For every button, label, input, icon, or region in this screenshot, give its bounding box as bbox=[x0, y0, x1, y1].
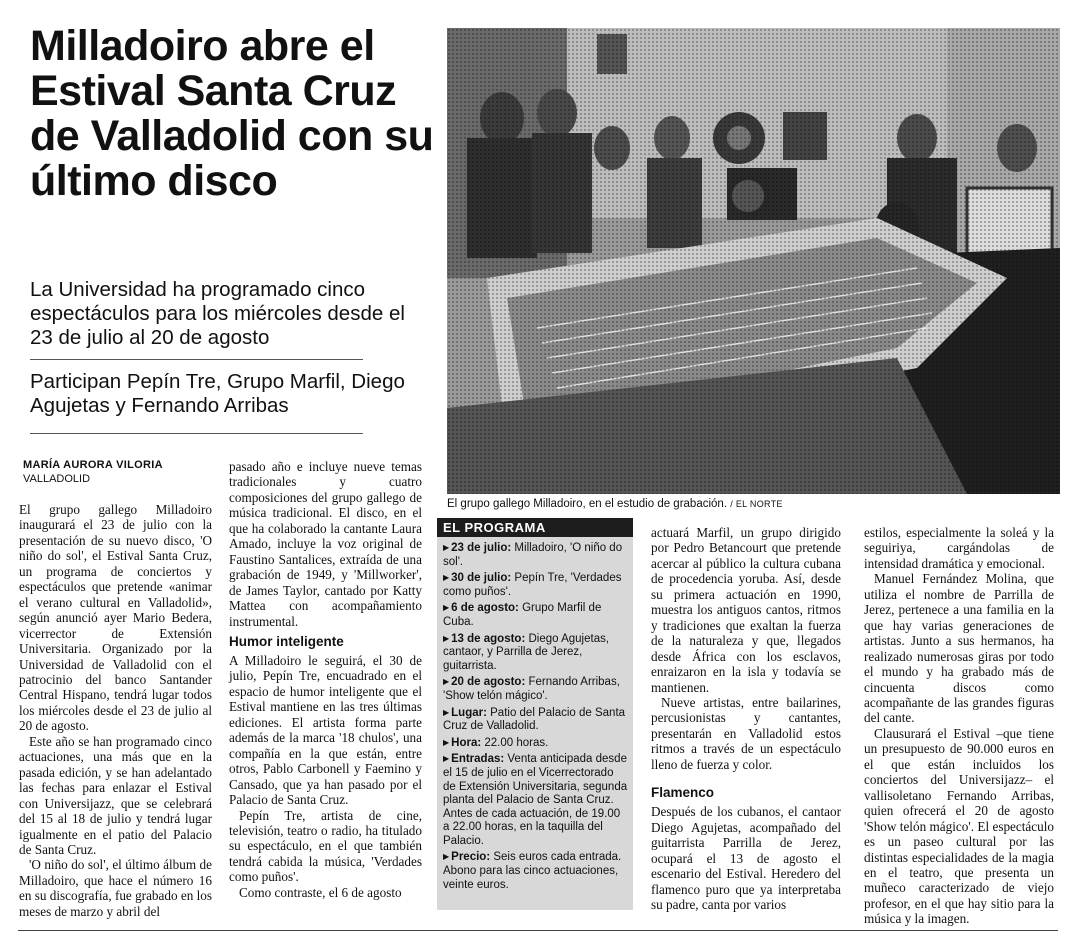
article-paragraph: Nueve artistas, entre bailarines, percusionistas y cantantes, presentarán en Valladolid estos ritmos a través de un espectáculo lleno de fuerza y color. bbox=[651, 694, 841, 772]
byline bbox=[23, 458, 163, 486]
section-heading-humor: Humor inteligente bbox=[229, 633, 344, 649]
program-item-text: Milladoiro, 'O niño do sol'. bbox=[443, 542, 623, 568]
program-list bbox=[437, 541, 633, 892]
program-item-label: Lugar: bbox=[451, 706, 487, 719]
article-paragraph: 'O niño do sol', el último álbum de Milladoiro, que hace el número 16 en su discografía, fue grabado en los meses de marzo y abril del bbox=[19, 857, 212, 919]
photo-caption bbox=[447, 497, 783, 511]
program-item bbox=[443, 601, 629, 629]
program-item-label: Entradas: bbox=[451, 753, 505, 766]
program-item-text: Fernando Arribas, 'Show telón mágico'. bbox=[443, 676, 620, 702]
program-item-label: 13 de agosto: bbox=[451, 632, 526, 645]
program-item-label: 20 de agosto: bbox=[451, 676, 526, 689]
article-paragraph: A Milladoiro le seguirá, el 30 de julio, Pepín Tre, encuadrado en el espacio de humor inteligente que el Estival mantiene en las tres últimas ediciones. El artista forma parte además de la marca '18 chulos', una compañía en la que están, entre otros, Pablo Carbonell y Faemino y Cansado, que ya han pasado por el Palacio de Santa Cruz. bbox=[229, 652, 422, 808]
program-item-label: Hora: bbox=[451, 736, 482, 749]
news-photo bbox=[447, 28, 1060, 494]
bottom-rule bbox=[18, 930, 1058, 931]
program-item-text: Pepín Tre, 'Verdades como puños'. bbox=[443, 572, 622, 598]
program-item-text: Patio del Palacio de Santa Cruz de Valladolid. bbox=[443, 706, 626, 733]
divider-rule bbox=[30, 433, 363, 434]
article-paragraph: pasado año e incluye nueve temas tradicionales y cuatro composiciones del grupo gallego de música tradicional. El disco, en el que ha colaborado la cantante Laura Amado, incluye la voz original de Faustino Santalices, extraída de una grabación de 1949, y 'Millworker', de James Taylor, cantado por Katty Mattea con acompañamiento instrumental. bbox=[229, 459, 422, 629]
program-sidebar bbox=[437, 518, 633, 910]
article-paragraph: Como contraste, el 6 de agosto bbox=[239, 884, 402, 900]
article-paragraph: actuará Marfil, un grupo dirigido por Pedro Betancourt que pretende acercar al público la cultura cubana de procedencia yoruba. Así, desde su primera actuación en 1990, muestra los antiguos cantos, ritmos y tradiciones que exaltan la fuerza de la naturaleza y que, llegados desde África con los esclavos, enraizaron en la isla y todavía se mantienen. bbox=[651, 525, 841, 695]
program-item bbox=[443, 675, 629, 703]
program-item-text: 22.00 horas. bbox=[481, 736, 549, 749]
article-column-2 bbox=[229, 459, 422, 900]
headline: Milladoiro abre el Estival Santa Cruz de Valladolid con su último disco bbox=[30, 22, 434, 205]
program-sidebar-title: EL PROGRAMA bbox=[437, 518, 633, 537]
caption-text: El grupo gallego Milladoiro, en el estudio de grabación. bbox=[447, 498, 728, 510]
subheadline-primary: La Universidad ha programado cinco espectáculos para los miércoles desde el 23 de julio al 20 de agosto bbox=[30, 278, 405, 349]
program-item-text: Venta anticipada desde el 15 de julio en el Vicerrectorado de Extensión Universitaria, segunda planta del Palacio de Santa Cruz. Antes de cada actuación, de 19.00 a 22.00 horas, en la taquilla del Palacio. bbox=[443, 753, 628, 847]
program-item bbox=[443, 850, 629, 892]
byline-author: MARÍA AURORA VILORIA bbox=[23, 459, 163, 471]
divider-rule bbox=[30, 359, 363, 360]
byline-location: VALLADOLID bbox=[23, 473, 91, 485]
program-item-text: Diego Agujetas, cantaor, y Parrilla de Jerez, guitarrista. bbox=[443, 632, 610, 672]
article-column-5 bbox=[864, 525, 1054, 927]
program-item-label: 30 de julio: bbox=[451, 572, 512, 585]
article-paragraph: El grupo gallego Milladoiro inaugurará el 23 de julio con la presentación de su nuevo disco, 'O niño do sol', el Estival Santa Cruz, un programa de conciertos y espectáculos que pretende «animar el verano cultural en Valladolid», según anunció ayer Mario Bedera, vicerrector de Extensión Universitaria. Organizado por la Universidad de Valladolid con el patrocinio del banco Santander Central Hispano, tendrá lugar todos los miércoles desde el 23 de julio al 20 de agosto. bbox=[19, 502, 212, 734]
subheadline-secondary: Participan Pepín Tre, Grupo Marfil, Diego Agujetas y Fernando Arribas bbox=[30, 370, 405, 417]
program-item bbox=[443, 541, 629, 569]
program-item bbox=[443, 752, 629, 848]
article-paragraph: Clausurará el Estival –que tiene un presupuesto de 90.000 euros en el que están incluidos los conciertos del Universijazz– el vallisoletano Fernando Arribas, quien ofrecerá el 20 de agosto 'Show telón mágico'. El espectáculo es un paseo cultural por las distintas especialidades de la magia en el teatro, que presenta un muñeco caracterizado de viejo profesor, en el que hay sitio para la música y la imagen. bbox=[864, 725, 1054, 927]
article-paragraph: Manuel Fernández Molina, que utiliza el nombre de Parrilla de Jerez, pertenece a una familia en la que hay varias generaciones de artistas. Junto a sus hermanos, ha realizado numerosas giras por todo el mundo y ha grabado más de cincuenta discos como acompañante de las grandes figuras del cante. bbox=[864, 571, 1054, 726]
program-item-label: 6 de agosto: bbox=[451, 602, 519, 615]
program-item bbox=[443, 632, 629, 674]
article-paragraph: Pepín Tre, artista de cine, televisión, teatro o radio, ha titulado su espectáculo, en el que también tendrá cabida la música, 'Verdades como puños'. bbox=[229, 807, 422, 885]
program-item-label: Precio: bbox=[451, 851, 491, 864]
photo-credit: / EL NORTE bbox=[730, 499, 783, 509]
program-item bbox=[443, 706, 629, 734]
article-column-4 bbox=[651, 525, 841, 912]
program-item bbox=[443, 736, 629, 751]
program-item bbox=[443, 571, 629, 599]
program-item-text: Seis euros cada entrada. Abono para las cinco actuaciones, veinte euros. bbox=[443, 851, 622, 891]
article-column-1 bbox=[19, 502, 212, 919]
program-item-label: 23 de julio: bbox=[451, 542, 512, 554]
article-paragraph: Después de los cubanos, el cantaor Diego Agujetas, acompañado del guitarrista Parrilla de Jerez, ocupará el 13 de agosto el escenario del Estival. Heredero del flamenco puro que ya interpretaba su padre, canta por varios bbox=[651, 804, 841, 912]
program-item-text: Grupo Marfil de Cuba. bbox=[443, 602, 602, 628]
recording-studio-photo bbox=[447, 28, 1060, 494]
article-paragraph: estilos, especialmente la soleá y la seguiriya, cargándolas de intensidad dramática y emocional. bbox=[864, 525, 1054, 571]
article-paragraph: Este año se han programado cinco actuaciones, una más que en la pasada edición, y se han adelantado las fechas para enlazar el Estival con Universijazz, que se celebrará del 15 al 18 de julio y tendrá lugar igualmente en el patio del Palacio de Santa Cruz. bbox=[19, 733, 212, 857]
section-heading-flamenco: Flamenco bbox=[651, 785, 715, 801]
